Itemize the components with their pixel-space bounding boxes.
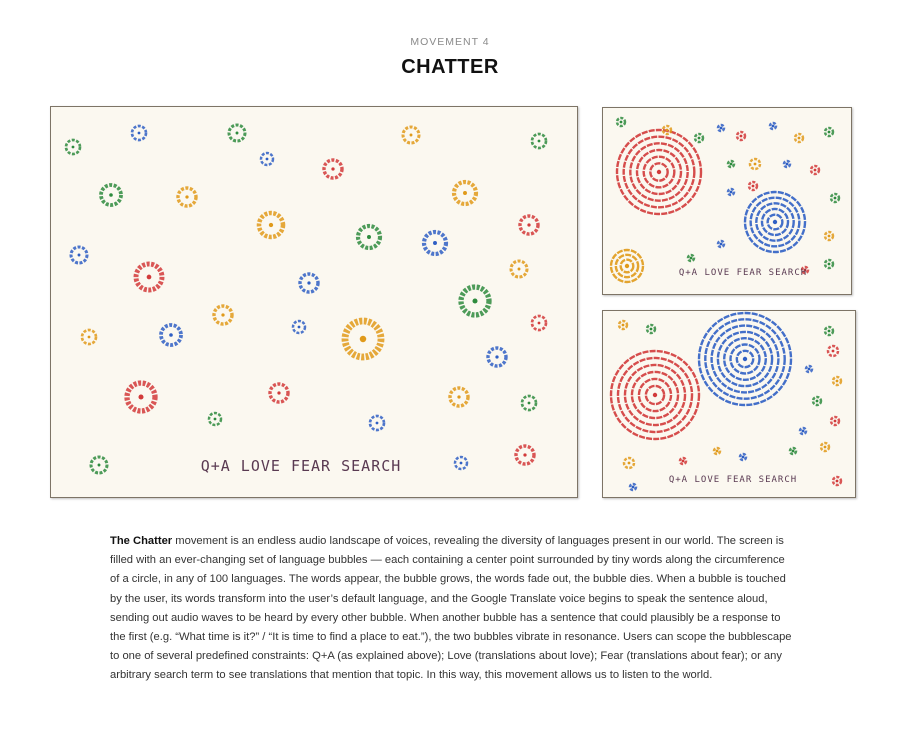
bubble-24	[532, 316, 546, 330]
bubble-33	[516, 446, 534, 464]
bubble-b7	[825, 128, 833, 136]
bubble-9	[454, 182, 476, 204]
bubble-b18	[825, 260, 833, 268]
bubble-25	[488, 348, 506, 366]
page-title: CHATTER	[401, 56, 499, 78]
painting-caption-bottom-right: Q+A LOVE FEAR SEARCH	[668, 475, 798, 485]
bubble-0	[66, 140, 80, 154]
bubble-16	[300, 274, 318, 292]
bubble-2	[229, 125, 245, 141]
bubble-32	[91, 457, 107, 473]
bubble-10	[520, 216, 538, 234]
bubble-34	[455, 457, 467, 469]
bubble-23	[345, 321, 381, 357]
bubble-5	[261, 153, 273, 165]
bubble-28	[450, 388, 468, 406]
bubble-b2	[695, 134, 703, 142]
bubble-21	[161, 325, 181, 345]
bubble-b12	[831, 194, 839, 202]
bubble-field-large	[51, 107, 577, 497]
bubble-12	[358, 226, 380, 248]
bubble-18	[461, 287, 489, 315]
bubble-3	[403, 127, 419, 143]
movement-description	[110, 532, 794, 686]
bubble-31	[370, 416, 384, 430]
bubble-c13	[680, 458, 686, 464]
bubble-b6	[795, 134, 803, 142]
bubble-c12	[714, 448, 720, 454]
painting-large	[50, 106, 578, 498]
bubble-c6	[813, 397, 821, 405]
bubble-27	[270, 384, 288, 402]
bubble-c16	[833, 477, 841, 485]
bubble-c0	[619, 321, 627, 329]
painting-caption-top-right: Q+A LOVE FEAR SEARCH	[678, 268, 808, 278]
bubble-b0	[617, 118, 625, 126]
bubble-c4	[806, 366, 812, 372]
bubble-major-red	[617, 130, 701, 214]
bubble-8	[178, 188, 196, 206]
bubble-field-bottom-right	[603, 311, 855, 497]
bubble-major-red	[611, 351, 699, 439]
bubble-11	[259, 213, 283, 237]
bubble-b14	[749, 182, 757, 190]
bubble-14	[71, 247, 87, 263]
bubble-29	[522, 396, 536, 410]
bubble-b19	[688, 255, 694, 261]
bubble-c1	[647, 325, 655, 333]
bubble-major-blue	[745, 192, 805, 252]
description-lead: The Chatter	[110, 535, 173, 547]
bubble-c2	[825, 327, 833, 335]
bubble-b13	[728, 189, 734, 195]
bubble-26	[127, 383, 155, 411]
painting-bottom-right	[602, 310, 856, 498]
bubble-15	[136, 264, 162, 290]
bubble-major-orange	[611, 250, 643, 282]
bubble-c5	[833, 377, 841, 385]
bubble-c3	[828, 346, 838, 356]
bubble-major-blue	[699, 313, 791, 405]
painting-top-right	[602, 107, 852, 295]
bubble-b8	[728, 161, 734, 167]
bubble-b10	[784, 161, 790, 167]
bubble-field-top-right	[603, 108, 851, 294]
bubble-c11	[740, 454, 746, 460]
bubble-19	[214, 306, 232, 324]
bubble-b4	[737, 132, 745, 140]
bubble-13	[424, 232, 446, 254]
bubble-b5	[770, 123, 776, 129]
bubble-b9	[750, 159, 760, 169]
bubble-6	[324, 160, 342, 178]
bubble-c7	[831, 417, 839, 425]
bubble-c14	[624, 458, 634, 468]
movement-kicker: MOVEMENT 4	[410, 36, 490, 48]
bubble-4	[532, 134, 546, 148]
painting-caption-large: Q+A LOVE FEAR SEARCH	[200, 457, 402, 475]
description-text: movement is an endless audio landscape of voices, revealing the diversity of languages present in our world. The screen is filled with an ever-changing set of language bubbles — each containing a center point surrounded by tiny words along the circumference of a circle, in any of 100 languages. The words appear, the bubble grows, the words fade out, the bubble dies. When a bubble is touched by the user, its words transform into the user’s default language, and the Google Translate voice begins to speak the sentence aloud, sending out audio waves to be heard by every other bubble. When another bubble has a sentence that could plausibly be a response to the first (e.g. “What time is it?” / “It is time to find a place to eat.”), the two bubbles vibrate in resonance. Users can scope the bubblescape to one of several predefined constraints: Q+A (as explained above); Love (translations about love); Fear (translations about fear); or any arbitrary search term to see translations that mention that topic. In this way, this movement allows us to listen to the world.	[110, 535, 792, 682]
bubble-b3	[718, 125, 724, 131]
bubble-17	[511, 261, 527, 277]
bubble-c10	[790, 448, 796, 454]
bubble-7	[101, 185, 121, 205]
bubble-c15	[630, 484, 636, 490]
bubble-20	[82, 330, 96, 344]
bubble-c9	[821, 443, 829, 451]
bubble-1	[132, 126, 146, 140]
bubble-b16	[718, 241, 724, 247]
bubble-30	[209, 413, 221, 425]
bubble-b15	[825, 232, 833, 240]
bubble-b11	[811, 166, 819, 174]
bubble-c8	[800, 428, 806, 434]
bubble-22	[293, 321, 305, 333]
